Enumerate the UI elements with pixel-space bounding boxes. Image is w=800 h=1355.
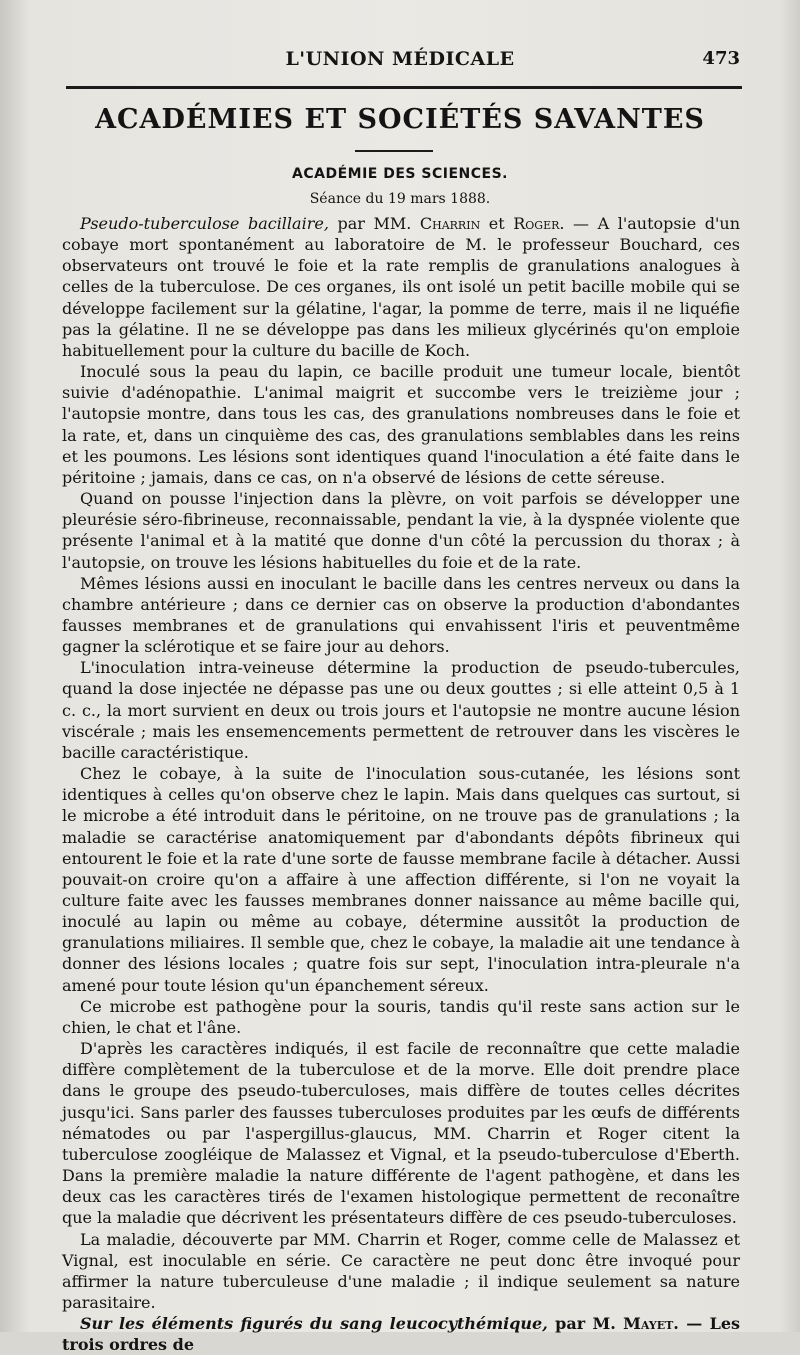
author-name: Mayet — [623, 1314, 674, 1334]
paragraph-1 — [62, 213, 740, 361]
article-title: Sur les éléments figurés du sang leucocythémique, — [80, 1314, 548, 1334]
article-title: Pseudo-tuberculose bacillaire, — [80, 214, 329, 233]
paragraph-text: . — A l'autopsie d'un cobaye mort spontanément au laboratoire de M. le professeur Bouchard, ces observateurs ont trouvé le foie et la rate remplis de granulations analogues à celles de la tuberculose. De ces organes, ils ont isolé un petit bacille mobile qui se développe facilement sur la gélatine, l'agar, la pomme de terre, mais il ne liquéfie pas la gélatine. Il ne se développe pas dans les milieux glycérinés qu'on emploie habituellement pour la culture du bacille de Koch. — [62, 214, 740, 360]
authors-prefix: par MM. — [328, 214, 420, 233]
academy-heading: ACADÉMIE DES SCIENCES. — [292, 166, 508, 182]
author-conjunction: et — [480, 214, 514, 233]
author-name: Roger — [513, 214, 560, 233]
paragraph-6: Chez le cobaye, à la suite de l'inoculation sous-cutanée, les lésions sont identiques à celles qu'on observe chez le lapin. Mais dans quelques cas surtout, si le microbe a été introduit dans le péritoine, on ne trouve pas de granulations ; la maladie se caractérise anatomiquement par d'abondants dépôts fibrineux qui entourent le foie et la rate d'une sorte de fausse membrane facile à détacher. Aussi pouvait-on croire qu'on a affaire à une affection différente, si l'on ne voyait la culture faite avec les fausses membranes donner naissance au même bacille qui, inoculé au lapin ou même au cobaye, détermine aussitôt la production de granulations miliaires. Il semble que, chez le cobaye, la maladie ait une tendance à donner des lésions locales ; quatre fois sur sept, l'inoculation intra-pleurale n'a amené pour toute lésion qu'un épanchement séreux. — [62, 764, 740, 995]
paragraph-7: Ce microbe est pathogène pour la souris, tandis qu'il reste sans action sur le chien, le chat et l'âne. — [62, 996, 740, 1037]
paragraph-text: . — Les trois ordres de — [62, 1314, 741, 1355]
running-header — [60, 48, 740, 74]
paragraph-3: Quand on pousse l'injection dans la plèvre, on voit parfois se développer une pleurésie séro-fibrineuse, reconnaissable, pendant la vie, à la dyspnée violente que présente l'animal et à la matité que donne d'un côté la percussion du thorax ; à l'autopsie, on trouve les lésions habituelles du foie et de la rate. — [62, 489, 740, 572]
article-body — [62, 213, 740, 1355]
author-name: Charrin — [419, 214, 481, 233]
page-number: 473 — [702, 48, 740, 69]
header-rule — [66, 86, 742, 89]
paragraph-4: Mêmes lésions aussi en inoculant le bacille dans les centres nerveux ou dans la chambre antérieure ; dans ce dernier cas on observe la production d'abondantes fausses membranes et de granulations qui envahissent l'iris et peuventmême gagner la sclérotique et se faire jour au dehors. — [62, 573, 740, 657]
paragraph-2: Inoculé sous la peau du lapin, ce bacille produit une tumeur locale, bientôt suivie d'adénopathie. L'animal maigrit et succombe vers le treizième jour ; l'autopsie montre, dans tous les cas, des granulations nombreuses dans le foie et la rate, et, dans un cinquième des cas, des granulations semblables dans les reins et les poumons. Les lésions sont identiques quand l'inoculation a été faite dans le péritoine ; jamais, dans ce cas, on n'a observé de lésions de cette séreuse. — [62, 362, 740, 487]
session-date: Séance du 19 mars 1888. — [309, 191, 491, 207]
paragraph-8: D'après les caractères indiqués, il est facile de reconnaître que cette maladie diffère complètement de la tuberculose et de la morve. Elle doit prendre place dans le groupe des pseudo-tuberculoses, mais diffère de toutes celles décrites jusqu'ici. Sans parler des fausses tuberculoses produites par les œufs de différents nématodes ou par l'aspergillus-glaucus, MM. Charrin et Roger citent la tuberculose zoogléique de Malassez et Vignal, et la pseudo-tuberculose d'Eberth. Dans la première maladie la nature différente de l'agent pathogène, et dans les deux cas les caractères tirés de l'examen histologique permettent de reconaître que la maladie que décrivent les présentateurs diffère de ces pseudo-tuberculoses. — [62, 1039, 740, 1228]
journal-title: L'UNION MÉDICALE — [285, 48, 515, 70]
paragraph-5: L'inoculation intra-veineuse détermine la production de pseudo-tubercules, quand la dose injectée ne dépasse pas une ou deux gouttes ; si elle atteint 0,5 à 1 c. c., la mort survient en deux ou trois jours et l'autopsie ne montre aucune lésion viscérale ; mais les ensemencements permettent de retrouver dans les viscères le bacille caractéristique. — [62, 658, 740, 762]
paragraph-10 — [62, 1313, 740, 1355]
section-rule — [355, 150, 433, 152]
authors-prefix: par M. — [547, 1314, 624, 1334]
section-title: ACADÉMIES ET SOCIÉTÉS SAVANTES — [95, 104, 705, 135]
paragraph-9: La maladie, découverte par MM. Charrin et Roger, comme celle de Malassez et Vignal, est inoculable en série. Ce caractère ne peut donc être invoqué pour affirmer la nature tuberculeuse d'une maladie ; il indique seulement sa nature parasitaire. — [62, 1229, 740, 1312]
